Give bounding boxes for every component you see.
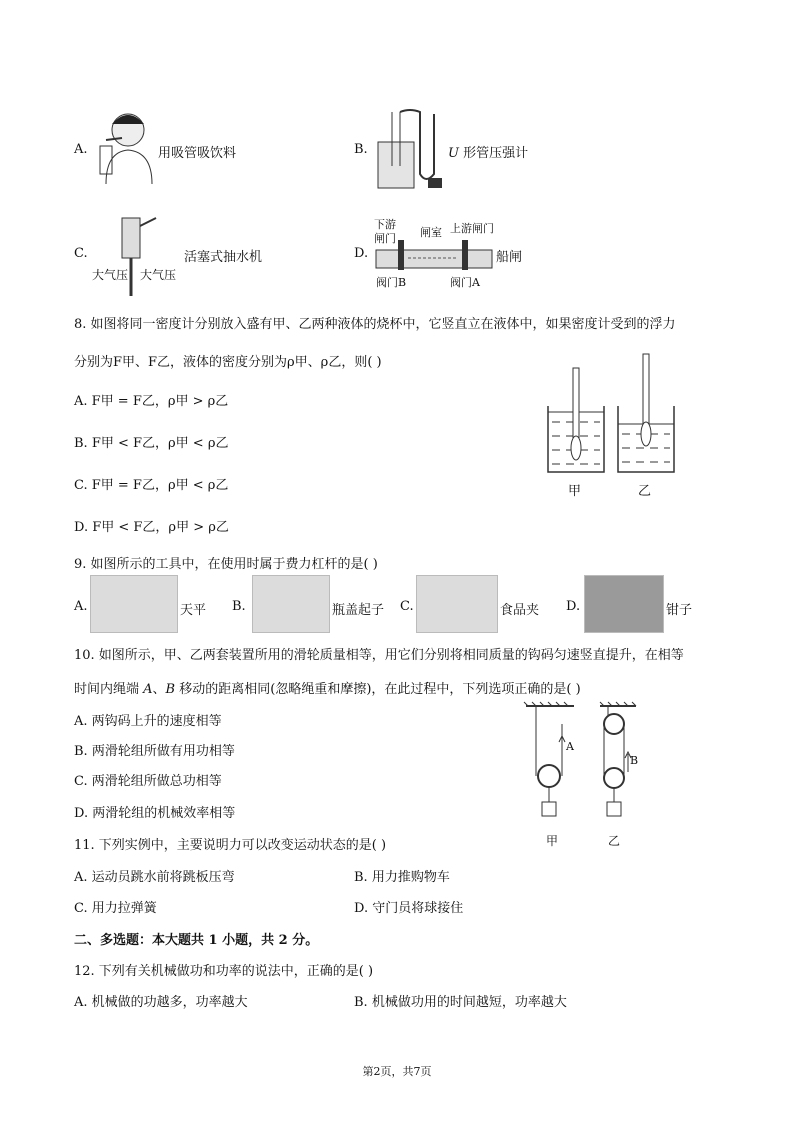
q9-option-a-letter: A. [74, 599, 88, 614]
q12-option-a: A. 机械做的功越多，功率越大 [74, 995, 248, 1010]
fig10-label-jia: 甲 [546, 834, 559, 848]
arrow-label-a: A [566, 740, 574, 753]
q9-option-c-letter: C. [400, 599, 414, 614]
q7-option-d-text: 船闸 [496, 250, 523, 265]
label-upstream-gate: 上游闸门 [450, 222, 494, 235]
label-gate: 闸门 [374, 232, 396, 245]
label-downstream: 下游 [374, 218, 396, 231]
q8-option-b: B. F甲 < F乙，ρ甲 < ρ乙 [74, 436, 229, 451]
q8-option-a: A. F甲 = F乙，ρ甲 > ρ乙 [74, 394, 229, 409]
piston-pump-figure [94, 212, 184, 296]
section-heading: 二、多选题：本大题共 1 小题，共 2 分。 [74, 933, 319, 948]
q12-stem: 12. 下列有关机械做功和功率的说法中，正确的是( ) [74, 964, 374, 979]
fig8-label-yi: 乙 [638, 484, 652, 499]
q10-option-b: B. 两滑轮组所做有用功相等 [74, 744, 235, 759]
pliers-image [584, 575, 664, 633]
q10-option-c: C. 两滑轮组所做总功相等 [74, 774, 222, 789]
q11-option-c: C. 用力拉弹簧 [74, 901, 157, 916]
q10-option-d: D. 两滑轮组的机械效率相等 [74, 806, 236, 821]
q9-option-d-text: 钳子 [666, 603, 693, 618]
q7-option-c-letter: C. [74, 246, 88, 261]
q11-option-b: B. 用力推购物车 [354, 870, 450, 885]
page-footer: 第2页，共7页 [362, 1065, 432, 1078]
q11-option-d: D. 守门员将球接住 [354, 901, 464, 916]
bottle-opener-image [252, 575, 330, 633]
pressure-label-left: 大气压 [92, 268, 129, 282]
fig10-label-yi: 乙 [608, 834, 621, 848]
q12-option-b: B. 机械做功用的时间越短，功率越大 [354, 995, 567, 1010]
densimeter-beakers-figure [546, 354, 676, 474]
q8-stem-line1: 8. 如图将同一密度计分别放入盛有甲、乙两种液体的烧杯中，它竖直立在液体中，如果密度计受到的浮力 [74, 317, 676, 332]
q9-option-b-text: 瓶盖起子 [332, 603, 385, 618]
q8-option-c: C. F甲 = F乙，ρ甲 < ρ乙 [74, 478, 229, 493]
q10-stem-line2: 时间内绳端 A、B 移动的距离相同(忽略绳重和摩擦)，在此过程中，下列选项正确的是( ) [74, 682, 581, 697]
q11-option-a: A. 运动员跳水前将跳板压弯 [74, 870, 235, 885]
q8-stem-line2: 分别为F甲、F乙，液体的密度分别为ρ甲、ρ乙，则( ) [74, 355, 382, 370]
q7-option-d-letter: D. [354, 246, 369, 261]
q9-stem: 9. 如图所示的工具中，在使用时属于费力杠杆的是( ) [74, 557, 378, 572]
q7-option-a-text: 用吸管吸饮料 [158, 146, 237, 161]
q8-option-d: D. F甲 < F乙，ρ甲 > ρ乙 [74, 520, 229, 535]
q7-option-b-text: U 形管压强计 [448, 146, 529, 161]
label-valve-a: 阀门A [450, 276, 480, 289]
arrow-label-b: B [630, 754, 639, 767]
label-valve-b: 阀门B [376, 276, 407, 289]
q9-option-c-text: 食品夹 [500, 603, 540, 618]
food-tongs-image [416, 575, 498, 633]
q7-option-a-letter: A. [74, 142, 88, 157]
q10-option-a: A. 两钩码上升的速度相等 [74, 714, 222, 729]
fig8-label-jia: 甲 [568, 484, 582, 499]
q10-stem-line1: 10. 如图所示，甲、乙两套装置所用的滑轮质量相等，用它们分别将相同质量的钩码匀速竖直提升，在相等 [74, 648, 684, 663]
drinking-straw-figure [92, 106, 154, 184]
q11-stem: 11. 下列实例中，主要说明力可以改变运动状态的是( ) [74, 838, 387, 853]
label-lock-chamber: 闸室 [420, 226, 442, 239]
balance-scale-image [90, 575, 178, 633]
q7-option-b-letter: B. [354, 142, 368, 157]
pressure-label-right: 大气压 [140, 268, 177, 282]
q7-option-c-text: 活塞式抽水机 [184, 250, 263, 265]
q9-option-a-text: 天平 [180, 603, 207, 618]
q9-option-d-letter: D. [566, 599, 581, 614]
q9-option-b-letter: B. [232, 599, 246, 614]
u-tube-manometer-figure [372, 104, 448, 190]
